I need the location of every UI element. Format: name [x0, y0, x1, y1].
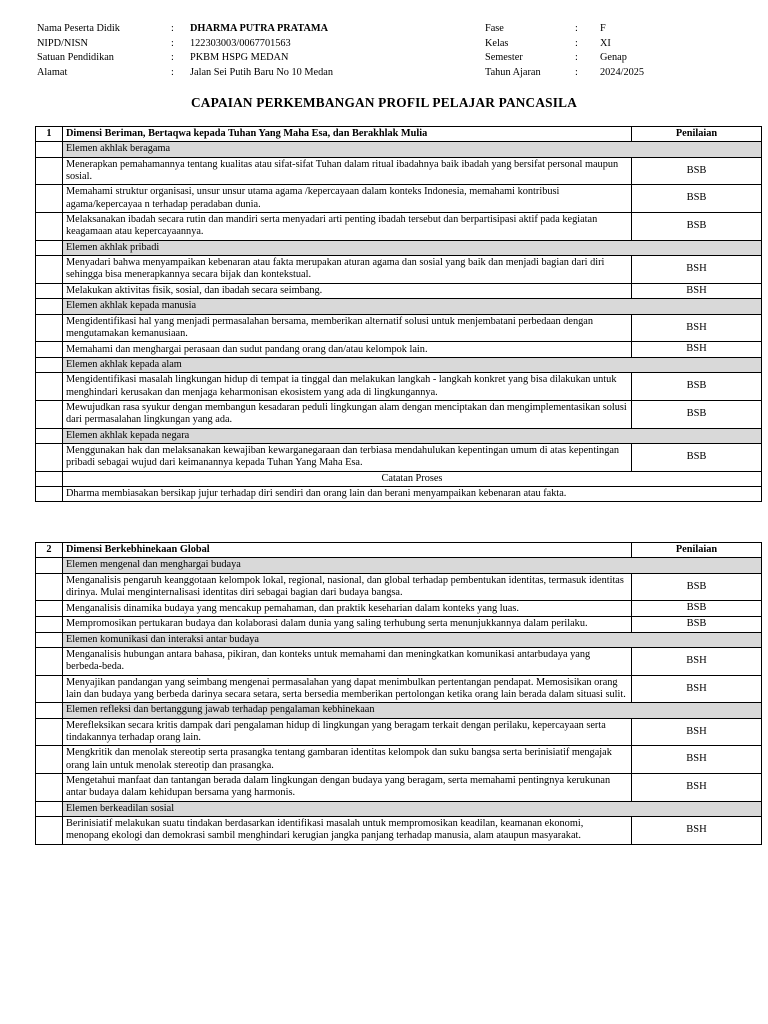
element-header-row [36, 428, 762, 443]
process-notes-label: Catatan Proses [63, 471, 762, 486]
indicator-text: Menyadari bahwa menyampaikan kebenaran atau fakta merupakan aturan agama dan sosial yang baik dan menjadi bagian dari diri sehingga bisa menerapkannya secara bijak dan kontekstual. [63, 256, 632, 284]
indicator-text: Melaksanakan ibadah secara rutin dan mandiri serta menyadari arti penting ibadah tersebut dan berpartisipasi aktif pada kegiatan keagamaan atau kepercayaannya. [63, 213, 632, 241]
assessment-score: BSH [632, 256, 762, 284]
indicator-text: Mempromosikan pertukaran budaya dan kolaborasi dalam dunia yang saling terhubung serta menunjukkannya dalam perilaku. [63, 616, 632, 632]
number-column-cell [36, 487, 63, 502]
element-header-row [36, 240, 762, 255]
colon: : [171, 66, 174, 78]
number-column-cell [36, 444, 63, 472]
nisn-label: NIPD/NISN [37, 37, 88, 49]
colon: : [171, 37, 174, 49]
dimension-header-row [36, 127, 762, 142]
colon: : [575, 52, 578, 63]
indicator-row [36, 373, 762, 401]
element-title: Elemen akhlak kepada alam [63, 358, 762, 373]
indicator-text: Mengkritik dan menolak stereotip serta prasangka tentang gambaran identitas kelompok dan suku bangsa serta berinisiatif mengajak orang lain untuk menolak stereotip dan prasangka. [63, 746, 632, 774]
indicator-text: Merefleksikan secara kritis dampak dari pengalaman hidup di lingkungan yang beragam terkait dengan perilaku, kepercayaan serta tindakannya terhadap orang lain. [63, 718, 632, 746]
colon: : [575, 23, 578, 34]
number-column-cell [36, 185, 63, 213]
element-title: Elemen komunikasi dan interaksi antar budaya [63, 632, 762, 647]
penilaian-header: Penilaian [632, 127, 762, 142]
semester-value: Genap [600, 52, 627, 63]
process-notes-text: Dharma membiasakan bersikap jujur terhadap diri sendiri dan orang lain dan berani menyampaikan kebenaran atau fakta. [63, 487, 762, 502]
indicator-row [36, 647, 762, 675]
indicator-text: Memahami struktur organisasi, unsur unsur utama agama /kepercayaan dalam konteks Indonesia, memahami kontribusi agama/kepercayaa n terhadap peradaban dunia. [63, 185, 632, 213]
number-column-cell [36, 401, 63, 429]
dimension-number: 2 [36, 543, 63, 558]
indicator-text: Menganalisis hubungan antara bahasa, pikiran, dan konteks untuk memahami dan meningkatkan komunikasi antarbudaya yang berbeda-beda. [63, 647, 632, 675]
document-title: CAPAIAN PERKEMBANGAN PROFIL PELAJAR PANCASILA [191, 95, 577, 110]
assessment-score: BSB [632, 601, 762, 617]
assessment-score: BSB [632, 213, 762, 241]
assessment-score: BSB [632, 616, 762, 632]
number-column-cell [36, 703, 63, 718]
number-column-cell [36, 675, 63, 703]
element-header-row [36, 703, 762, 718]
assessment-score: BSH [632, 718, 762, 746]
number-column-cell [36, 373, 63, 401]
identity-row [37, 52, 737, 67]
number-column-cell [36, 428, 63, 443]
number-column-cell [36, 774, 63, 802]
assessment-score: BSH [632, 283, 762, 299]
indicator-row [36, 817, 762, 845]
element-header-row [36, 801, 762, 816]
number-column-cell [36, 142, 63, 157]
indicator-row [36, 283, 762, 299]
school-year-value: 2024/2025 [600, 66, 645, 78]
assessment-score: BSH [632, 774, 762, 802]
dimension-name: Dimensi Berkebhinekaan Global [63, 543, 632, 558]
number-column-cell [36, 601, 63, 617]
element-title: Elemen refleksi dan bertanggung jawab terhadap pengalaman kebhinekaan [63, 703, 762, 718]
number-column-cell [36, 283, 63, 299]
dimension-header-row [36, 543, 762, 558]
number-column-cell [36, 471, 63, 486]
student-name-label: Nama Peserta Didik [37, 23, 120, 34]
nisn-value: 122303003/0067701563 [190, 37, 291, 49]
indicator-text: Mewujudkan rasa syukur dengan membangun kesadaran peduli lingkungan alam dengan menciptakan dan mengimplementasikan solusi dari permasalahan lingkungan yang ada. [63, 401, 632, 429]
element-title: Elemen mengenal dan menghargai budaya [63, 558, 762, 573]
number-column-cell [36, 299, 63, 314]
identity-row [37, 23, 737, 38]
identity-row [37, 38, 737, 53]
indicator-text: Mengidentifikasi masalah lingkungan hidup di tempat ia tinggal dan melakukan langkah - langkah konkret yang bisa dilakukan untuk menghindari kerusakan dan menjaga keharmonisan ekosistem yang ada di lingkungannya. [63, 373, 632, 401]
number-column-cell [36, 342, 63, 358]
assessment-score: BSH [632, 647, 762, 675]
element-title: Elemen akhlak beragama [63, 142, 762, 157]
indicator-text: Mengidentifikasi hal yang menjadi permasalahan bersama, memberikan alternatif solusi untuk menjembatani perbedaan dengan mengutamakan kemanusiaan. [63, 314, 632, 342]
colon: : [575, 66, 578, 78]
indicator-row [36, 256, 762, 284]
element-header-row [36, 142, 762, 157]
penilaian-header: Penilaian [632, 543, 762, 558]
assessment-score: BSH [632, 746, 762, 774]
indicator-text: Berinisiatif melakukan suatu tindakan berdasarkan identifikasi masalah untuk mempromosikan keadilan, keamanan ekonomi, menopang ekologi dan demokrasi sambil menghindari kerugian jangka panjang terhadap manusia, alam ataupun masyarakat. [63, 817, 632, 845]
number-column-cell [36, 616, 63, 632]
indicator-row [36, 746, 762, 774]
school-value: PKBM HSPG MEDAN [190, 52, 289, 63]
element-title: Elemen berkeadilan sosial [63, 801, 762, 816]
indicator-row [36, 444, 762, 472]
process-notes-row [36, 487, 762, 502]
semester-label: Semester [485, 52, 523, 63]
assessment-score: BSB [632, 444, 762, 472]
number-column-cell [36, 558, 63, 573]
dimension-table-2 [35, 542, 762, 845]
indicator-text: Menyajikan pandangan yang seimbang mengenai permasalahan yang dapat menimbulkan pertentangan pendapat. Memosisikan orang lain dan budaya yang berbeda darinya secara setara, serta bersedia memberikan pertolongan ketika orang lain berada dalam situasi sulit. [63, 675, 632, 703]
indicator-row [36, 314, 762, 342]
assessment-score: BSB [632, 401, 762, 429]
class-value: XI [600, 37, 611, 49]
number-column-cell [36, 256, 63, 284]
indicator-row [36, 675, 762, 703]
number-column-cell [36, 718, 63, 746]
number-column-cell [36, 314, 63, 342]
element-title: Elemen akhlak kepada negara [63, 428, 762, 443]
number-column-cell [36, 817, 63, 845]
indicator-row [36, 213, 762, 241]
assessment-score: BSB [632, 157, 762, 185]
element-header-row [36, 632, 762, 647]
phase-value: F [600, 23, 606, 34]
class-label: Kelas [485, 37, 509, 49]
school-label: Satuan Pendidikan [37, 52, 114, 63]
indicator-row [36, 601, 762, 617]
assessment-score: BSB [632, 573, 762, 601]
indicator-text: Menggunakan hak dan melaksanakan kewajiban kewarganegaraan dan terbiasa mendahulukan kepentingan umum di atas kepentingan pribadi sebagai wujud dari keimanannya kepada Tuhan Yang Maha Esa. [63, 444, 632, 472]
number-column-cell [36, 746, 63, 774]
student-name-value: DHARMA PUTRA PRATAMA [190, 23, 329, 34]
indicator-text: Memahami dan menghargai perasaan dan sudut pandang orang dan/atau kelompok lain. [63, 342, 632, 358]
indicator-row [36, 718, 762, 746]
assessment-score: BSH [632, 675, 762, 703]
indicator-text: Menerapkan pemahamannya tentang kualitas atau sifat-sifat Tuhan dalam ritual ibadahnya baik ibadah yang bersifat personal maupun sosial. [63, 157, 632, 185]
indicator-row [36, 342, 762, 358]
colon: : [171, 23, 174, 34]
element-title: Elemen akhlak pribadi [63, 240, 762, 255]
colon: : [575, 37, 578, 49]
number-column-cell [36, 573, 63, 601]
address-label: Alamat [37, 66, 68, 78]
phase-label: Fase [485, 23, 504, 34]
indicator-text: Melakukan aktivitas fisik, sosial, dan ibadah secara seimbang. [63, 283, 632, 299]
assessment-score: BSB [632, 373, 762, 401]
number-column-cell [36, 240, 63, 255]
number-column-cell [36, 213, 63, 241]
indicator-row [36, 401, 762, 429]
indicator-text: Mengetahui manfaat dan tantangan berada dalam lingkungan dengan budaya yang beragam, serta memahami pentingnya kerukunan antar budaya dalam kehidupan bersama yang harmonis. [63, 774, 632, 802]
assessment-score: BSH [632, 314, 762, 342]
number-column-cell [36, 801, 63, 816]
identity-row [37, 67, 737, 82]
number-column-cell [36, 358, 63, 373]
assessment-score: BSH [632, 817, 762, 845]
student-identity [37, 23, 737, 81]
indicator-row [36, 573, 762, 601]
assessment-score: BSH [632, 342, 762, 358]
number-column-cell [36, 157, 63, 185]
element-header-row [36, 358, 762, 373]
element-header-row [36, 299, 762, 314]
address-value: Jalan Sei Putih Baru No 10 Medan [190, 66, 333, 78]
dimension-name: Dimensi Beriman, Bertaqwa kepada Tuhan Yang Maha Esa, dan Berakhlak Mulia [63, 127, 632, 142]
element-title: Elemen akhlak kepada manusia [63, 299, 762, 314]
process-notes-label-row [36, 471, 762, 486]
assessment-score: BSB [632, 185, 762, 213]
indicator-row [36, 616, 762, 632]
number-column-cell [36, 647, 63, 675]
element-header-row [36, 558, 762, 573]
indicator-row [36, 185, 762, 213]
indicator-row [36, 774, 762, 802]
colon: : [171, 52, 174, 63]
dimension-table-1 [35, 126, 762, 502]
dimension-number: 1 [36, 127, 63, 142]
school-year-label: Tahun Ajaran [485, 66, 541, 78]
indicator-row [36, 157, 762, 185]
indicator-text: Menganalisis pengaruh keanggotaan kelompok lokal, regional, nasional, dan global terhadap pembentukan identitas, termasuk identitas dirinya. Mulai menginternalisasi identitas diri sebagai bagian dari budaya bangsa. [63, 573, 632, 601]
indicator-text: Menganalisis dinamika budaya yang mencakup pemahaman, dan praktik keseharian dalam konteks yang luas. [63, 601, 632, 617]
number-column-cell [36, 632, 63, 647]
